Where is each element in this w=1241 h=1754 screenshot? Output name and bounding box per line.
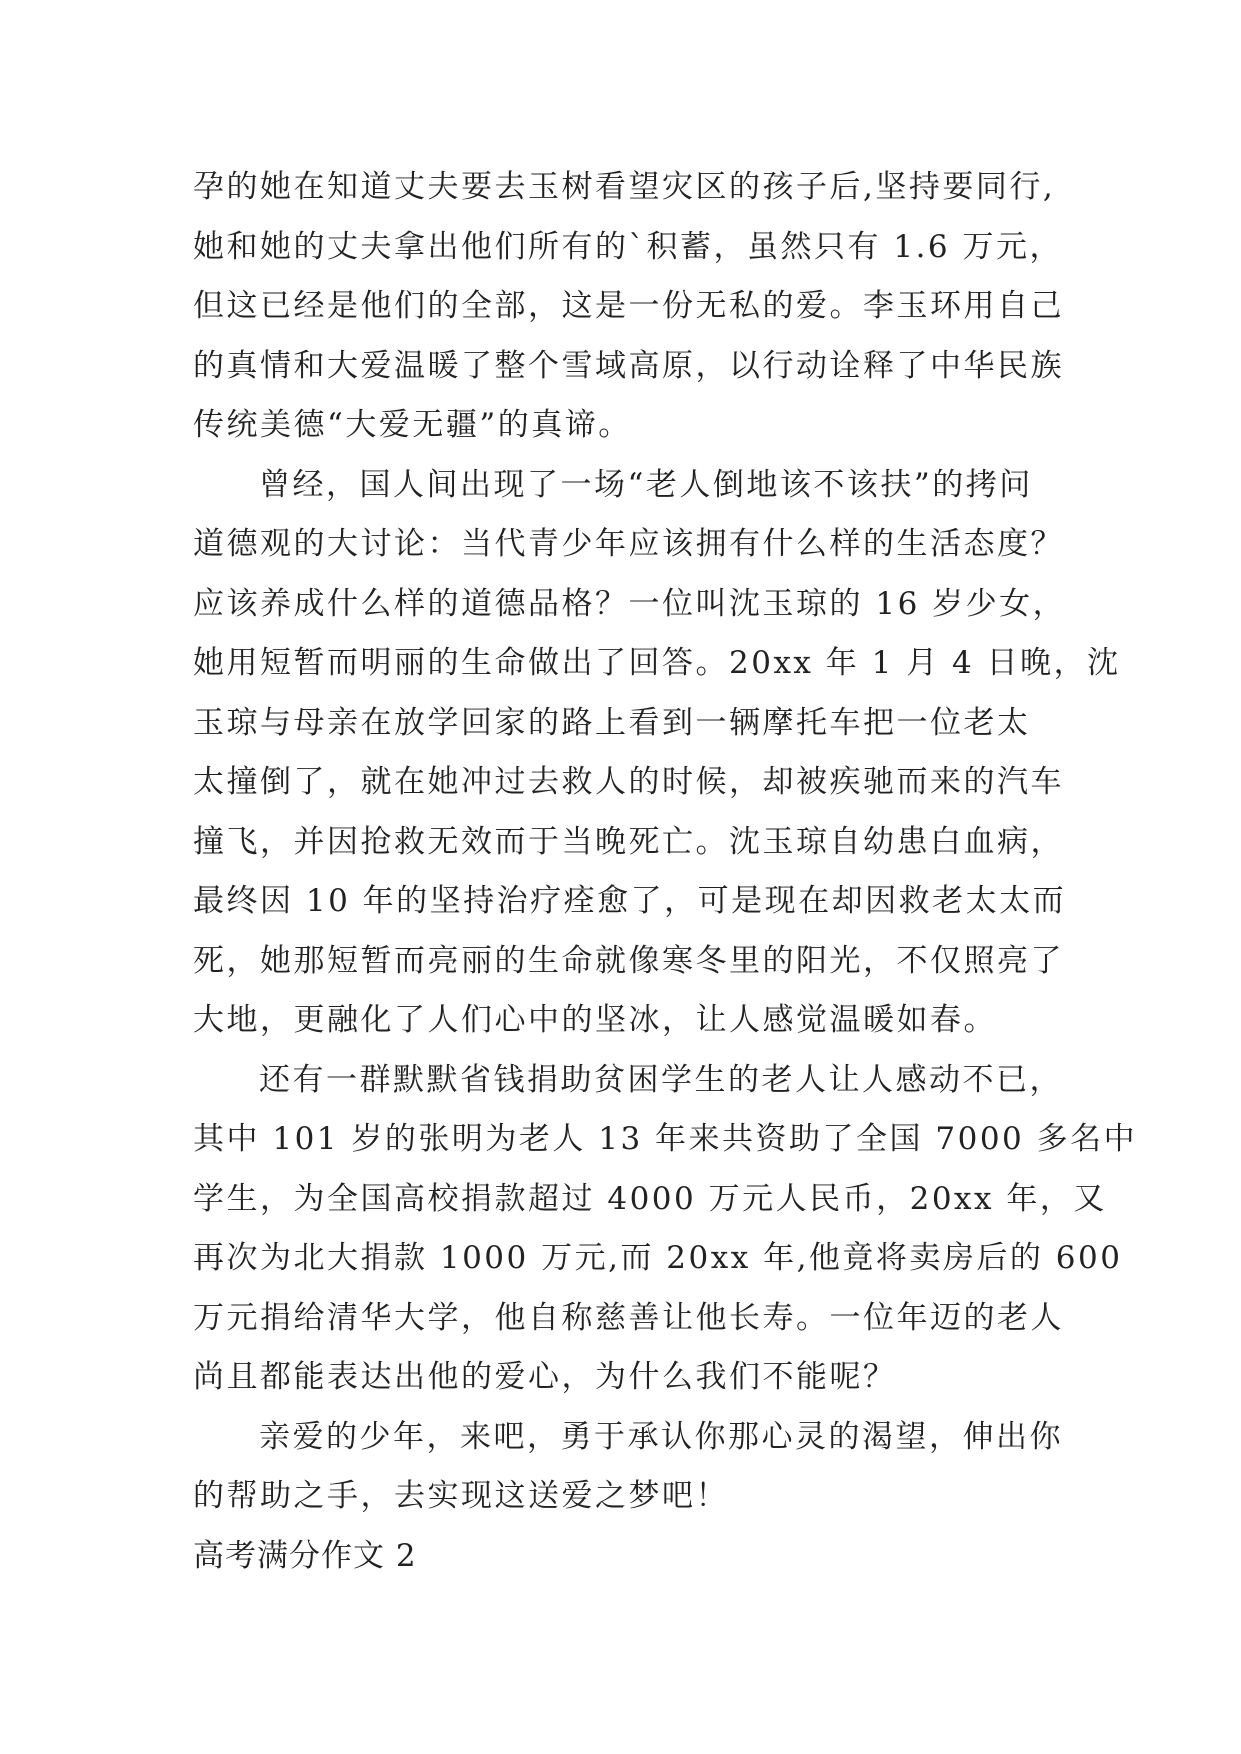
paragraph-1-line-5: 传统美德“大爱无疆”的真谛。	[193, 407, 632, 443]
paragraph-2-line-5: 玉琼与母亲在放学回家的路上看到一辆摩托车把一位老太	[193, 704, 1031, 741]
paragraph-3-line-5: 万元捐给清华大学，他自称慈善让他长寿。一位年迈的老人	[193, 1299, 1064, 1336]
next-essay-heading: 高考满分作文 2	[193, 1537, 417, 1574]
paragraph-3-line-1: 还有一群默默省钱捐助贫困学生的老人让人感动不已，	[259, 1061, 1063, 1098]
paragraph-2-line-8: 最终因 10 年的坚持治疗痊愈了，可是现在却因救老太太而	[193, 883, 1067, 919]
paragraph-2-line-9: 死，她那短暂而亮丽的生命就像寒冬里的阳光，不仅照亮了	[193, 942, 1064, 979]
paragraph-1-line-4: 的真情和大爱温暖了整个雪域高原，以行动诠释了中华民族	[193, 347, 1064, 384]
paragraph-2-line-3: 应该养成什么样的道德品格？一位叫沈玉琼的 16 岁少女，	[193, 585, 1067, 622]
paragraph-3-line-3: 学生，为全国高校捐款超过 4000 万元人民币，20xx 年，又	[193, 1180, 1107, 1217]
paragraph-2-line-10: 大地，更融化了人们心中的坚冰，让人感觉温暖如春。	[193, 1002, 997, 1038]
paragraph-3-line-2: 其中 101 岁的张明为老人 13 年来共资助了全国 7000 多名中	[193, 1121, 1138, 1157]
paragraph-3-line-4: 再次为北大捐款 1000 万元,而 20xx 年,他竟将卖房后的 600	[193, 1240, 1123, 1276]
paragraph-1-line-2: 她和她的丈夫拿出他们所有的`积蓄，虽然只有 1.6 万元，	[193, 228, 1064, 265]
paragraph-4-line-1: 亲爱的少年，来吧，勇于承认你那心灵的渴望，伸出你	[259, 1418, 1063, 1455]
paragraph-3-line-6: 尚且都能表达出他的爱心，为什么我们不能呢？	[193, 1359, 897, 1395]
essay-body	[193, 158, 1138, 1586]
paragraph-2-line-4: 她用短暂而明丽的生命做出了回答。20xx 年 1 月 4 日晚，沈	[193, 645, 1121, 681]
paragraph-2-line-6: 太撞倒了，就在她冲过去救人的时候，却被疾驰而来的汽车	[193, 764, 1064, 800]
paragraph-1-line-3: 但这已经是他们的全部，这是一份无私的爱。李玉环用自己	[193, 288, 1064, 324]
paragraph-2-line-1: 曾经，国人间出现了一场“老人倒地该不该扶”的拷问	[259, 466, 1033, 503]
paragraph-2-line-7: 撞飞，并因抢救无效而于当晚死亡。沈玉琼自幼患白血病，	[193, 823, 1064, 860]
paragraph-2-line-2: 道德观的大讨论：当代青少年应该拥有什么样的生活态度？	[193, 526, 1064, 562]
paragraph-1-line-1: 孕的她在知道丈夫要去玉树看望灾区的孩子后,坚持要同行,	[193, 169, 1056, 205]
paragraph-4-line-2: 的帮助之手，去实现这送爱之梦吧！	[193, 1478, 729, 1514]
